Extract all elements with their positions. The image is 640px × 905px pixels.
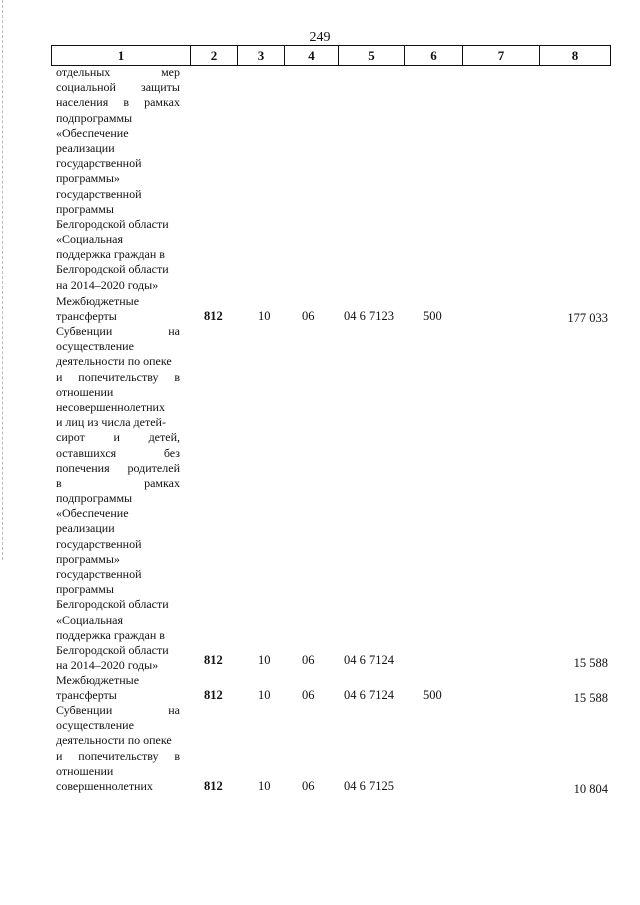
row-description-2: [56, 294, 180, 324]
desc-line: Белгородской области: [56, 642, 169, 657]
desc-line: государственной: [56, 186, 142, 201]
desc-line: Субвенции на: [56, 324, 180, 338]
row5-col2: 812: [204, 779, 223, 793]
desc-line: трансферты: [56, 688, 117, 703]
row2-col6: 500: [423, 309, 442, 323]
row3-col2: 812: [204, 653, 223, 667]
header-col-4: 4: [285, 46, 339, 65]
desc-line: попечения родителей: [56, 460, 180, 475]
desc-line: и попечительству в: [56, 748, 180, 763]
desc-line: Межбюджетные: [56, 673, 140, 687]
header-col-1: 1: [52, 46, 191, 65]
header-col-5: 5: [339, 46, 405, 65]
desc-line: несовершеннолетних: [56, 399, 165, 414]
desc-line: в рамках: [56, 475, 180, 490]
row4-col3: 10: [258, 688, 271, 702]
header-col-6: 6: [405, 46, 463, 65]
desc-line: «Социальная: [56, 232, 124, 247]
row-description-4: [56, 673, 180, 703]
row-description-3: [56, 324, 180, 673]
desc-line: отношении: [56, 384, 114, 399]
desc-line: программы»: [56, 551, 120, 566]
desc-line: Белгородской области: [56, 262, 169, 277]
desc-line: социальной защиты: [56, 80, 180, 95]
row3-col5: 04 6 7124: [344, 653, 394, 667]
desc-line: реализации: [56, 521, 115, 536]
desc-line: поддержка граждан в: [56, 247, 165, 262]
desc-line: «Обеспечение: [56, 506, 129, 521]
desc-line: государственной: [56, 567, 142, 581]
row4-col2: 812: [204, 688, 223, 702]
desc-line: на 2014–2020 годы»: [56, 277, 159, 292]
desc-line: государственной: [56, 156, 142, 171]
desc-line: подпрограммы: [56, 491, 133, 506]
desc-line: отношении: [56, 763, 114, 778]
desc-line: государственной: [56, 536, 142, 551]
row4-col6: 500: [423, 688, 442, 702]
row5-col5: 04 6 7125: [344, 779, 394, 793]
row5-col4: 06: [302, 779, 315, 793]
desc-line: осуществление: [56, 339, 134, 354]
desc-line: деятельности по опеке: [56, 733, 172, 748]
row3-col3: 10: [258, 653, 271, 667]
desc-line: Межбюджетные: [56, 294, 140, 308]
row3-col4: 06: [302, 653, 315, 667]
scan-margin-line: [2, 0, 4, 560]
desc-line: деятельности по опеке: [56, 354, 172, 369]
desc-line: трансферты: [56, 309, 117, 324]
row-description-5: [56, 703, 180, 794]
page-number: 249: [309, 30, 331, 45]
desc-line: и попечительству в: [56, 369, 180, 384]
row2-col8: 177 033: [567, 311, 608, 325]
row3-col8: 15 588: [573, 656, 608, 670]
desc-line: поддержка граждан в: [56, 627, 165, 642]
row4-col5: 04 6 7124: [344, 688, 394, 702]
desc-line: на 2014–2020 годы»: [56, 658, 159, 673]
row2-col3: 10: [258, 309, 271, 323]
row5-col3: 10: [258, 779, 271, 793]
desc-line: оставшихся без: [56, 445, 180, 460]
desc-line: Белгородской области: [56, 216, 169, 231]
row4-col4: 06: [302, 688, 315, 702]
desc-line: программы: [56, 582, 114, 597]
desc-line: «Обеспечение: [56, 125, 129, 140]
header-col-2: 2: [191, 46, 238, 65]
desc-line: программы»: [56, 171, 120, 186]
desc-line: реализации: [56, 140, 115, 155]
row4-col8: 15 588: [573, 691, 608, 705]
desc-line: программы: [56, 201, 114, 216]
desc-line: Субвенции на: [56, 703, 180, 717]
header-col-8: 8: [571, 48, 579, 63]
desc-line: «Социальная: [56, 612, 124, 627]
row2-col5: 04 6 7123: [344, 309, 394, 323]
row-description-1: [56, 65, 180, 293]
desc-line: населения в рамках: [56, 95, 180, 110]
row2-col2: 812: [204, 309, 223, 323]
header-col-3: 3: [238, 46, 285, 65]
header-col-7: 7: [463, 46, 540, 65]
desc-line: Белгородской области: [56, 597, 169, 612]
row2-col4: 06: [302, 309, 315, 323]
table-header: [51, 45, 611, 66]
desc-line: совершеннолетних: [56, 778, 153, 793]
desc-line: сирот и детей,: [56, 430, 180, 445]
desc-line: отдельных мер: [56, 65, 180, 79]
desc-line: осуществление: [56, 718, 134, 733]
desc-line: подпрограммы: [56, 110, 133, 125]
row5-col8: 10 804: [573, 782, 608, 796]
desc-line: и лиц из числа детей-: [56, 415, 166, 430]
